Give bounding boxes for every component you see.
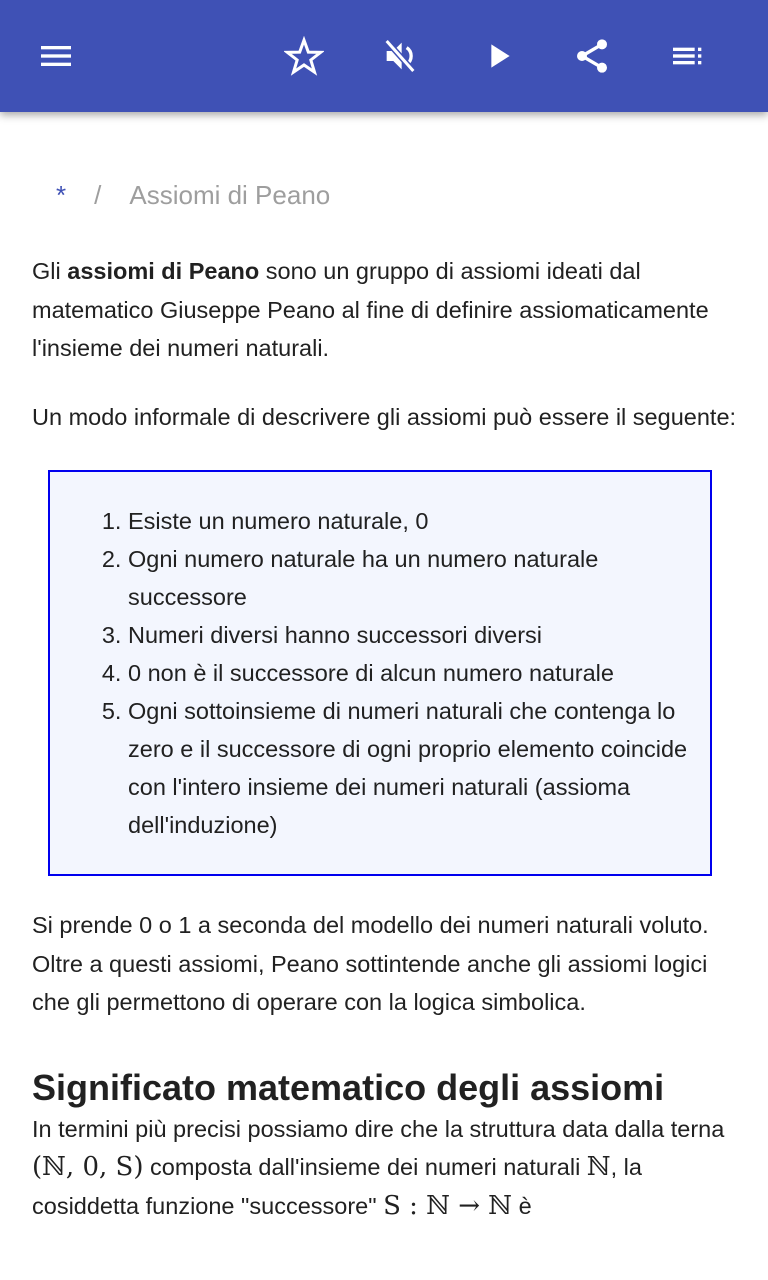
play-button[interactable]	[474, 32, 522, 80]
text: Gli	[32, 258, 68, 284]
list-item: 4. 0 non è il successore di alcun numero naturale	[128, 654, 710, 692]
breadcrumb-separator: /	[94, 180, 102, 210]
playlist-button[interactable]	[664, 32, 712, 80]
share-button[interactable]	[568, 32, 616, 80]
breadcrumb	[56, 180, 742, 220]
text: In termini più precisi possiamo dire che la struttura data dalla terna	[32, 1115, 725, 1142]
math-formula: ℕ	[586, 1152, 611, 1182]
list-item: 5. Ogni sottoinsieme di numeri naturali che contenga lo zero e il successore di ogni proprio elemento coincide con l'intero insieme dei numeri naturali (assioma dell'induzione)	[128, 692, 710, 844]
text: composta dall'insieme dei numeri naturali	[143, 1154, 587, 1180]
math-formula: (ℕ, 0, S)	[32, 1152, 144, 1182]
hamburger-menu-icon	[36, 36, 76, 76]
breadcrumb-home-link[interactable]: *	[56, 180, 67, 210]
text: sono un gruppo di assiomi ideati dal matematico Giuseppe Peano al fine di definire assiomaticamente l'insieme dei numeri naturali.	[32, 258, 709, 361]
paragraph: Si prende 0 o 1 a seconda del modello dei numeri naturali voluto. Oltre a questi assiomi, Peano sottintende anche gli assiomi logici che gli permettono di operare con la logica simbolica.	[32, 912, 709, 1015]
share-icon	[572, 36, 612, 76]
axioms-box	[48, 470, 712, 876]
app-bar	[0, 0, 768, 112]
text: , la cosiddetta funzione "successore"	[32, 1154, 642, 1219]
math-formula: S : ℕ → ℕ	[383, 1190, 513, 1221]
article-content	[32, 150, 742, 1225]
bold-term: assiomi di Peano	[67, 258, 260, 284]
paragraph	[32, 1110, 742, 1226]
paragraph: Un modo informale di descrivere gli assiomi può essere il seguente:	[32, 403, 737, 430]
list-item: 1. Esiste un numero naturale, 0	[128, 502, 710, 540]
volume-off-icon	[380, 36, 420, 76]
menu-button[interactable]	[32, 32, 80, 80]
favorite-button[interactable]	[280, 32, 328, 80]
star-outline-icon	[284, 36, 324, 76]
playlist-icon	[668, 36, 708, 76]
section-heading: Significato matematico degli assiomi	[32, 1066, 665, 1108]
axioms-list	[50, 502, 710, 844]
list-item: 3. Numeri diversi hanno successori diversi	[128, 616, 710, 654]
play-icon	[478, 36, 518, 76]
text: è	[512, 1192, 532, 1219]
intro-paragraph	[32, 252, 742, 368]
mute-button[interactable]	[376, 32, 424, 80]
list-item: 2. Ogni numero naturale ha un numero naturale successore	[128, 540, 710, 616]
breadcrumb-current: Assiomi di Peano	[129, 180, 331, 210]
